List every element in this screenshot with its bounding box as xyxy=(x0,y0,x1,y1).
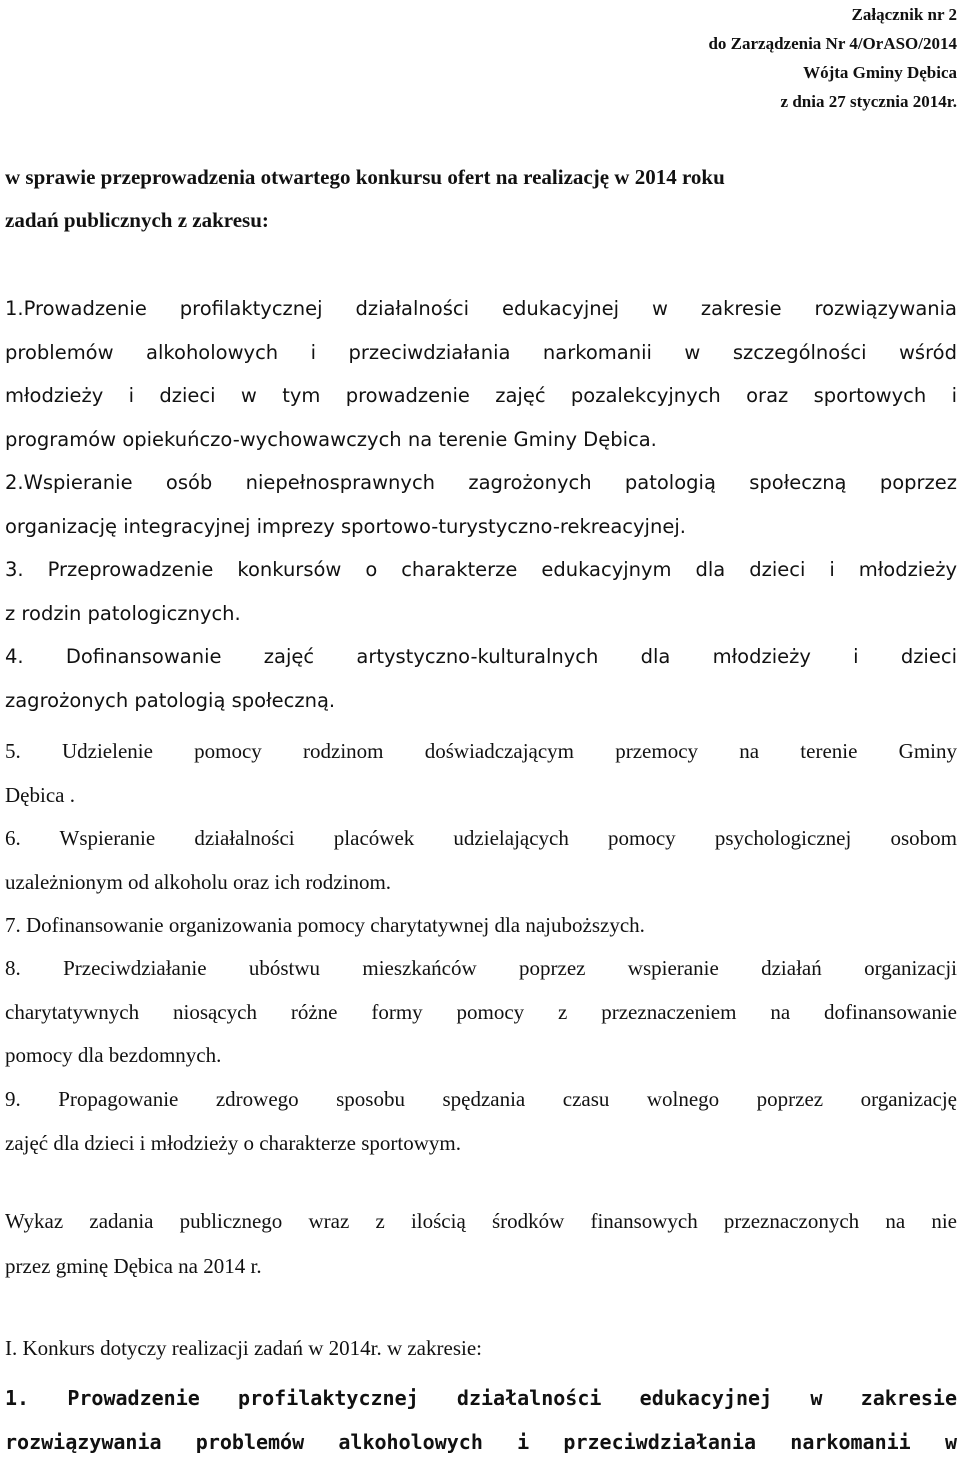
task-line: zajęć dla dzieci i młodzieży o charakterze sportowym. xyxy=(5,1130,461,1155)
task-line: zagrożonych patologią społeczną. xyxy=(5,688,336,712)
ordinance-date: z dnia 27 stycznia 2014r. xyxy=(780,92,957,111)
task-item-5 xyxy=(5,730,957,817)
competition-heading: I. Konkurs dotyczy realizacji zadań w 2014r. w zakresie: xyxy=(5,1336,482,1360)
task-line: problemów alkoholowych i przeciwdziałania narkomanii w szczególności wśród xyxy=(5,340,957,364)
task-line: Dębica . xyxy=(5,782,75,807)
task-line: programów opiekuńczo-wychowawczych na terenie Gminy Dębica. xyxy=(5,427,657,451)
attachment-header xyxy=(708,0,957,116)
task-item-3 xyxy=(5,548,957,635)
task-item-6 xyxy=(5,817,957,904)
task-line: uzależnionym od alkoholu oraz ich rodzinom. xyxy=(5,869,392,894)
task-line: 5. Udzielenie pomocy rodzinom doświadczającym przemocy na terenie Gminy xyxy=(5,739,957,763)
attachment-number: Załącznik nr 2 xyxy=(851,5,957,24)
task-item-2 xyxy=(5,461,957,548)
competition-item-line: 1. Prowadzenie profilaktycznej działalności edukacyjnej w zakresie xyxy=(5,1386,957,1410)
task-line: 7. Dofinansowanie organizowania pomocy charytatywnej dla najuboższych. xyxy=(5,913,645,937)
task-line: młodzieży i dzieci w tym prowadzenie zajęć pozalekcyjnych oraz sportowych i xyxy=(5,384,957,407)
task-item-7 xyxy=(5,904,957,948)
competition-item-line: rozwiązywania problemów alkoholowych i przeciwdziałania narkomanii w xyxy=(5,1430,957,1454)
subject-line: w sprawie przeprowadzenia otwartego konkursu ofert na realizację w 2014 roku xyxy=(5,165,725,189)
task-line: pomocy dla bezdomnych. xyxy=(5,1043,222,1067)
task-line: z rodzin patologicznych. xyxy=(5,601,241,625)
budget-statement xyxy=(5,1199,957,1289)
task-line: 1.Prowadzenie profilaktycznej działalności edukacyjnej w zakresie rozwiązywania xyxy=(5,297,957,320)
task-item-8 xyxy=(5,947,957,1078)
competition-item-1 xyxy=(5,1376,957,1464)
task-item-1 xyxy=(5,287,957,461)
task-line: 2.Wspieranie osób niepełnosprawnych zagrożonych patologią społeczną poprzez xyxy=(5,471,957,494)
task-line: charytatywnych niosących różne formy pomocy z przeznaczeniem na dofinansowanie xyxy=(5,999,957,1024)
subject-line: zadań publicznych z zakresu: xyxy=(5,208,269,232)
ordinance-reference: do Zarządzenia Nr 4/OrASO/2014 xyxy=(708,34,957,53)
subject-heading xyxy=(5,156,957,242)
task-line: 9. Propagowanie zdrowego sposobu spędzania czasu wolnego poprzez organizację xyxy=(5,1087,957,1111)
task-line: 6. Wspieranie działalności placówek udzielających pomocy psychologicznej osobom xyxy=(5,826,957,850)
budget-line: Wykaz zadania publicznego wraz z ilością środków finansowych przeznaczonych na nie xyxy=(5,1209,957,1233)
task-item-9 xyxy=(5,1078,957,1165)
task-item-4 xyxy=(5,635,957,722)
issuer: Wójta Gminy Dębica xyxy=(803,63,957,82)
task-list-part-1 xyxy=(5,287,957,722)
task-line: 3. Przeprowadzenie konkursów o charakterze edukacyjnym dla dzieci i młodzieży xyxy=(5,558,957,581)
budget-line: przez gminę Dębica na 2014 r. xyxy=(5,1254,262,1278)
task-line: 4. Dofinansowanie zajęć artystyczno-kulturalnych dla młodzieży i dzieci xyxy=(5,645,957,668)
task-line: 8. Przeciwdziałanie ubóstwu mieszkańców poprzez wspieranie działań organizacji xyxy=(5,956,957,980)
task-line: organizację integracyjnej imprezy sportowo-turystyczno-rekreacyjnej. xyxy=(5,514,686,538)
